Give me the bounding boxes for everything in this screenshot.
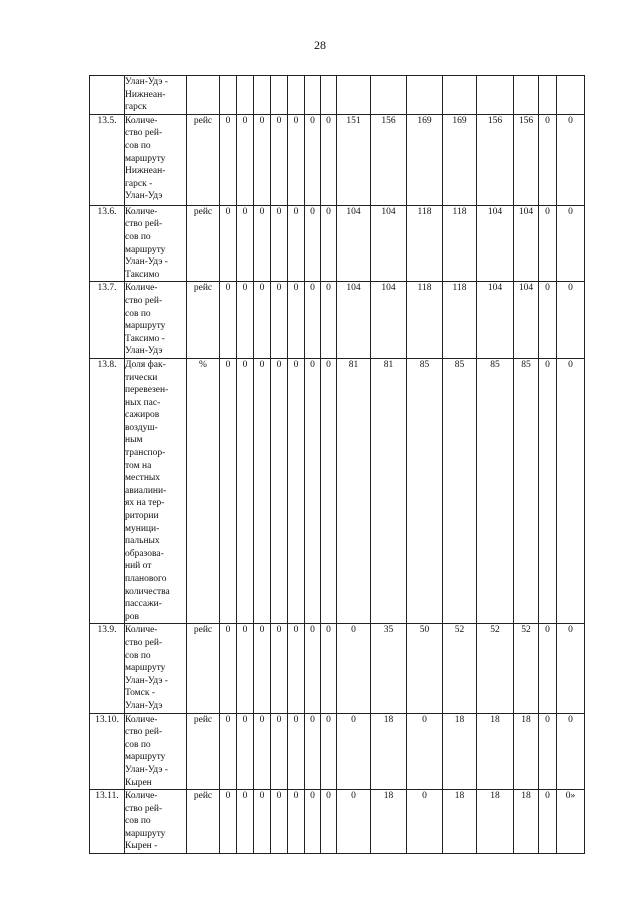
value-cell: 0 <box>220 790 237 854</box>
row-number: 13.5. <box>90 114 125 205</box>
value-cell: 0» <box>557 790 585 854</box>
value-cell <box>407 76 443 115</box>
value-cell <box>557 76 585 115</box>
value-cell: 35 <box>371 624 407 713</box>
value-cell: 0 <box>539 282 557 359</box>
table-row <box>90 790 585 854</box>
value-cell: 0 <box>305 205 321 282</box>
value-cell: 0 <box>337 624 371 713</box>
table-row <box>90 114 585 205</box>
value-cell: 118 <box>407 205 443 282</box>
value-cell: 0 <box>557 114 585 205</box>
value-cell: 0 <box>321 790 337 854</box>
value-cell <box>220 76 237 115</box>
value-cell: 104 <box>371 282 407 359</box>
value-cell: 0 <box>557 205 585 282</box>
table-row <box>90 282 585 359</box>
row-number: 13.8. <box>90 358 125 623</box>
unit-of-measure: рейс <box>187 205 220 282</box>
indicator-name: Количе- ство рей- сов по маршруту Улан-Удэ - Таксимо <box>125 205 187 282</box>
value-cell: 0 <box>539 205 557 282</box>
unit-of-measure: рейс <box>187 282 220 359</box>
value-cell: 0 <box>220 358 237 623</box>
table-row <box>90 76 585 115</box>
value-cell: 0 <box>220 114 237 205</box>
value-cell: 0 <box>237 713 254 790</box>
value-cell: 0 <box>271 624 288 713</box>
value-cell: 50 <box>407 624 443 713</box>
value-cell: 0 <box>237 358 254 623</box>
table-row <box>90 205 585 282</box>
row-number <box>90 76 125 115</box>
value-cell: 0 <box>237 624 254 713</box>
unit-of-measure: рейс <box>187 624 220 713</box>
value-cell: 0 <box>321 205 337 282</box>
value-cell: 104 <box>477 282 514 359</box>
value-cell <box>305 76 321 115</box>
table-row <box>90 624 585 713</box>
page-number: 28 <box>314 38 326 52</box>
indicator-name: Количе- ство рей- сов по маршруту Улан-Удэ - Кырен <box>125 713 187 790</box>
value-cell: 104 <box>337 282 371 359</box>
value-cell: 0 <box>305 624 321 713</box>
value-cell: 0 <box>237 790 254 854</box>
value-cell: 0 <box>539 114 557 205</box>
value-cell: 0 <box>271 114 288 205</box>
value-cell: 0 <box>254 358 271 623</box>
value-cell: 0 <box>237 282 254 359</box>
unit-of-measure: рейс <box>187 790 220 854</box>
value-cell <box>539 76 557 115</box>
row-number: 13.11. <box>90 790 125 854</box>
value-cell: 0 <box>407 713 443 790</box>
value-cell: 0 <box>321 358 337 623</box>
value-cell: 0 <box>237 114 254 205</box>
value-cell: 156 <box>371 114 407 205</box>
value-cell <box>288 76 305 115</box>
value-cell: 0 <box>271 790 288 854</box>
value-cell: 0 <box>305 790 321 854</box>
unit-of-measure: % <box>187 358 220 623</box>
value-cell: 118 <box>443 205 477 282</box>
value-cell: 118 <box>407 282 443 359</box>
value-cell <box>443 76 477 115</box>
value-cell: 0 <box>237 205 254 282</box>
indicator-name: Количе- ство рей- сов по маршруту Кырен - <box>125 790 187 854</box>
indicator-name: Количе- ство рей- сов по маршруту Улан-Удэ - Томск - Улан-Удэ <box>125 624 187 713</box>
value-cell: 0 <box>305 713 321 790</box>
indicator-name: Доля фак- тически перевезен- ных пас- сажиров воздуш- ным транспор- том на местных авиалини- ях на тер- ритории муници- пальных образова- ний от планового количества пассажи- ров <box>125 358 187 623</box>
value-cell: 0 <box>288 713 305 790</box>
value-cell: 0 <box>288 624 305 713</box>
indicator-name: Количе- ство рей- сов по маршруту Нижнеан- гарск - Улан-Удэ <box>125 114 187 205</box>
value-cell: 0 <box>288 205 305 282</box>
value-cell: 85 <box>477 358 514 623</box>
value-cell: 0 <box>305 282 321 359</box>
value-cell: 104 <box>337 205 371 282</box>
value-cell: 0 <box>539 713 557 790</box>
value-cell: 18 <box>514 790 539 854</box>
row-number: 13.6. <box>90 205 125 282</box>
value-cell: 85 <box>443 358 477 623</box>
indicator-name: Количе- ство рей- сов по маршруту Таксимо - Улан-Удэ <box>125 282 187 359</box>
value-cell: 0 <box>220 624 237 713</box>
value-cell: 151 <box>337 114 371 205</box>
value-cell: 0 <box>254 282 271 359</box>
value-cell: 0 <box>321 624 337 713</box>
value-cell: 0 <box>337 790 371 854</box>
value-cell: 0 <box>539 358 557 623</box>
value-cell: 104 <box>514 282 539 359</box>
row-number: 13.9. <box>90 624 125 713</box>
value-cell: 104 <box>477 205 514 282</box>
value-cell <box>254 76 271 115</box>
value-cell: 0 <box>254 790 271 854</box>
value-cell: 0 <box>220 713 237 790</box>
value-cell: 18 <box>514 713 539 790</box>
value-cell: 0 <box>254 624 271 713</box>
row-number: 13.10. <box>90 713 125 790</box>
value-cell: 52 <box>514 624 539 713</box>
value-cell: 0 <box>337 713 371 790</box>
value-cell: 18 <box>477 790 514 854</box>
value-cell <box>321 76 337 115</box>
value-cell: 0 <box>254 713 271 790</box>
unit-of-measure: рейс <box>187 114 220 205</box>
value-cell: 52 <box>443 624 477 713</box>
value-cell: 0 <box>271 282 288 359</box>
value-cell: 52 <box>477 624 514 713</box>
table-row <box>90 713 585 790</box>
value-cell: 0 <box>557 282 585 359</box>
value-cell: 0 <box>557 624 585 713</box>
value-cell: 18 <box>371 713 407 790</box>
indicator-name: Улан-Удэ - Нижнеан- гарск <box>125 76 187 115</box>
value-cell: 18 <box>371 790 407 854</box>
value-cell: 0 <box>305 114 321 205</box>
value-cell: 0 <box>539 624 557 713</box>
value-cell: 0 <box>254 114 271 205</box>
value-cell: 0 <box>271 713 288 790</box>
value-cell: 169 <box>407 114 443 205</box>
value-cell: 118 <box>443 282 477 359</box>
value-cell: 0 <box>288 790 305 854</box>
value-cell: 156 <box>477 114 514 205</box>
value-cell: 0 <box>288 358 305 623</box>
unit-of-measure <box>187 76 220 115</box>
value-cell: 104 <box>371 205 407 282</box>
value-cell: 0 <box>305 358 321 623</box>
value-cell <box>477 76 514 115</box>
value-cell <box>271 76 288 115</box>
value-cell: 0 <box>288 282 305 359</box>
value-cell: 0 <box>539 790 557 854</box>
value-cell: 81 <box>371 358 407 623</box>
value-cell: 169 <box>443 114 477 205</box>
value-cell: 85 <box>407 358 443 623</box>
row-number: 13.7. <box>90 282 125 359</box>
value-cell: 0 <box>557 713 585 790</box>
value-cell: 18 <box>443 713 477 790</box>
value-cell: 81 <box>337 358 371 623</box>
value-cell: 0 <box>220 282 237 359</box>
value-cell: 85 <box>514 358 539 623</box>
value-cell: 0 <box>254 205 271 282</box>
value-cell: 0 <box>407 790 443 854</box>
value-cell <box>337 76 371 115</box>
value-cell <box>237 76 254 115</box>
table-row <box>90 358 585 623</box>
value-cell: 0 <box>321 713 337 790</box>
value-cell: 0 <box>321 114 337 205</box>
value-cell: 18 <box>443 790 477 854</box>
value-cell <box>514 76 539 115</box>
value-cell: 0 <box>557 358 585 623</box>
value-cell: 0 <box>321 282 337 359</box>
value-cell: 0 <box>271 205 288 282</box>
indicator-table <box>89 75 585 854</box>
value-cell: 104 <box>514 205 539 282</box>
value-cell <box>371 76 407 115</box>
value-cell: 0 <box>220 205 237 282</box>
unit-of-measure: рейс <box>187 713 220 790</box>
value-cell: 18 <box>477 713 514 790</box>
value-cell: 0 <box>271 358 288 623</box>
value-cell: 0 <box>288 114 305 205</box>
value-cell: 156 <box>514 114 539 205</box>
